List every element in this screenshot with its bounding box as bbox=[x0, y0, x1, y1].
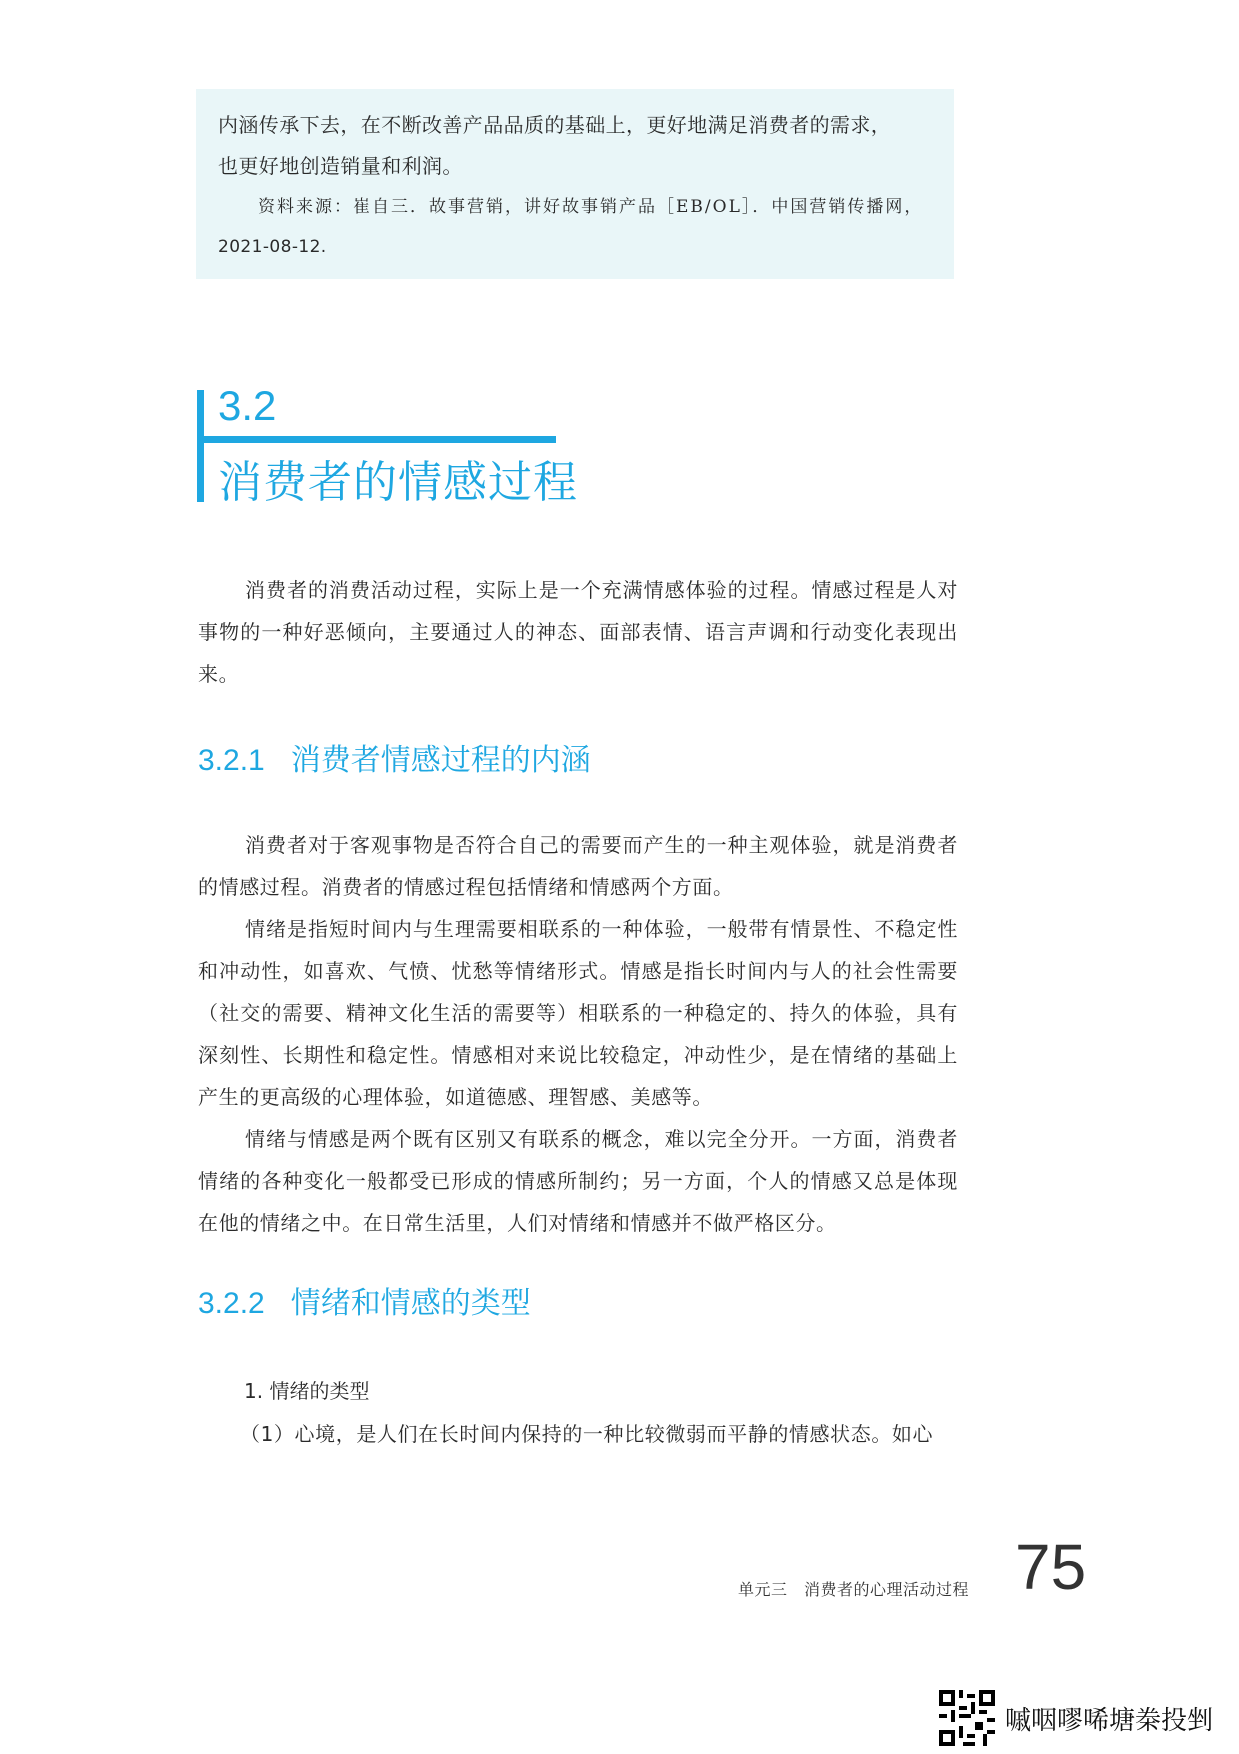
box-line-2: 也更好地创造销量和利润。 bbox=[218, 154, 463, 178]
source-date: 2021-08-12. bbox=[218, 237, 327, 257]
subsection-number: 3.2.1 bbox=[198, 744, 265, 777]
source-box bbox=[196, 89, 954, 279]
paragraph-3: 情绪与情感是两个既有区别又有联系的概念，难以完全分开。一方面，消费者情绪的各种变化一般都受已形成的情感所制约；另一方面，个人的情感又总是体现在他的情绪之中。在日常生活里，人们对情绪和情感并不做严格区分。 bbox=[198, 1127, 958, 1235]
subsection-heading-2 bbox=[198, 1278, 531, 1322]
intro-paragraph: 消费者的消费活动过程，实际上是一个充满情感体验的过程。情感过程是人对事物的一种好恶倾向，主要通过人的神态、面部表情、语言声调和行动变化表现出来。 bbox=[198, 578, 958, 686]
page-number: 75 bbox=[1015, 1531, 1087, 1603]
subsection-title: 情绪和情感的类型 bbox=[290, 1286, 531, 1321]
subsection-title: 消费者情感过程的内涵 bbox=[290, 743, 591, 778]
paragraph-2: 情绪是指短时间内与生理需要相联系的一种体验，一般带有情景性、不稳定性和冲动性，如喜欢、气愤、忧愁等情绪形式。情感是指长时间内与人的社会性需要（社交的需要、精神文化生活的需要等）相联系的一种稳定的、持久的体验，具有深刻性、长期性和稳定性。情感相对来说比较稳定，冲动性少，是在情绪的基础上产生的更高级的心理体验，如道德感、理智感、美感等。 bbox=[198, 917, 958, 1109]
running-footer: 单元三 消费者的心理活动过程 bbox=[738, 1580, 970, 1599]
qr-code-icon bbox=[939, 1690, 995, 1746]
list-item: （1）心境，是人们在长时间内保持的一种比较微弱而平静的情感状态。如心 bbox=[240, 1422, 934, 1446]
watermark-text: 嘁咽嘐唏塘桊投剉 bbox=[1005, 1706, 1214, 1736]
section-number: 3.2 bbox=[218, 382, 277, 429]
subsection-number: 3.2.2 bbox=[198, 1287, 265, 1320]
list-heading: 1. 情绪的类型 bbox=[244, 1379, 370, 1403]
section-divider bbox=[204, 436, 556, 443]
subsection-heading-1 bbox=[198, 735, 591, 779]
section-accent-bar bbox=[197, 390, 204, 502]
box-line-1: 内涵传承下去，在不断改善产品品质的基础上，更好地满足消费者的需求， bbox=[218, 113, 892, 137]
source-citation: 资料来源：崔自三．故事营销，讲好故事销产品［EB/OL］．中国营销传播网， bbox=[258, 197, 924, 217]
section-title: 消费者的情感过程 bbox=[218, 457, 578, 508]
paragraph-1: 消费者对于客观事物是否符合自己的需要而产生的一种主观体验，就是消费者的情感过程。消费者的情感过程包括情绪和情感两个方面。 bbox=[198, 833, 958, 899]
